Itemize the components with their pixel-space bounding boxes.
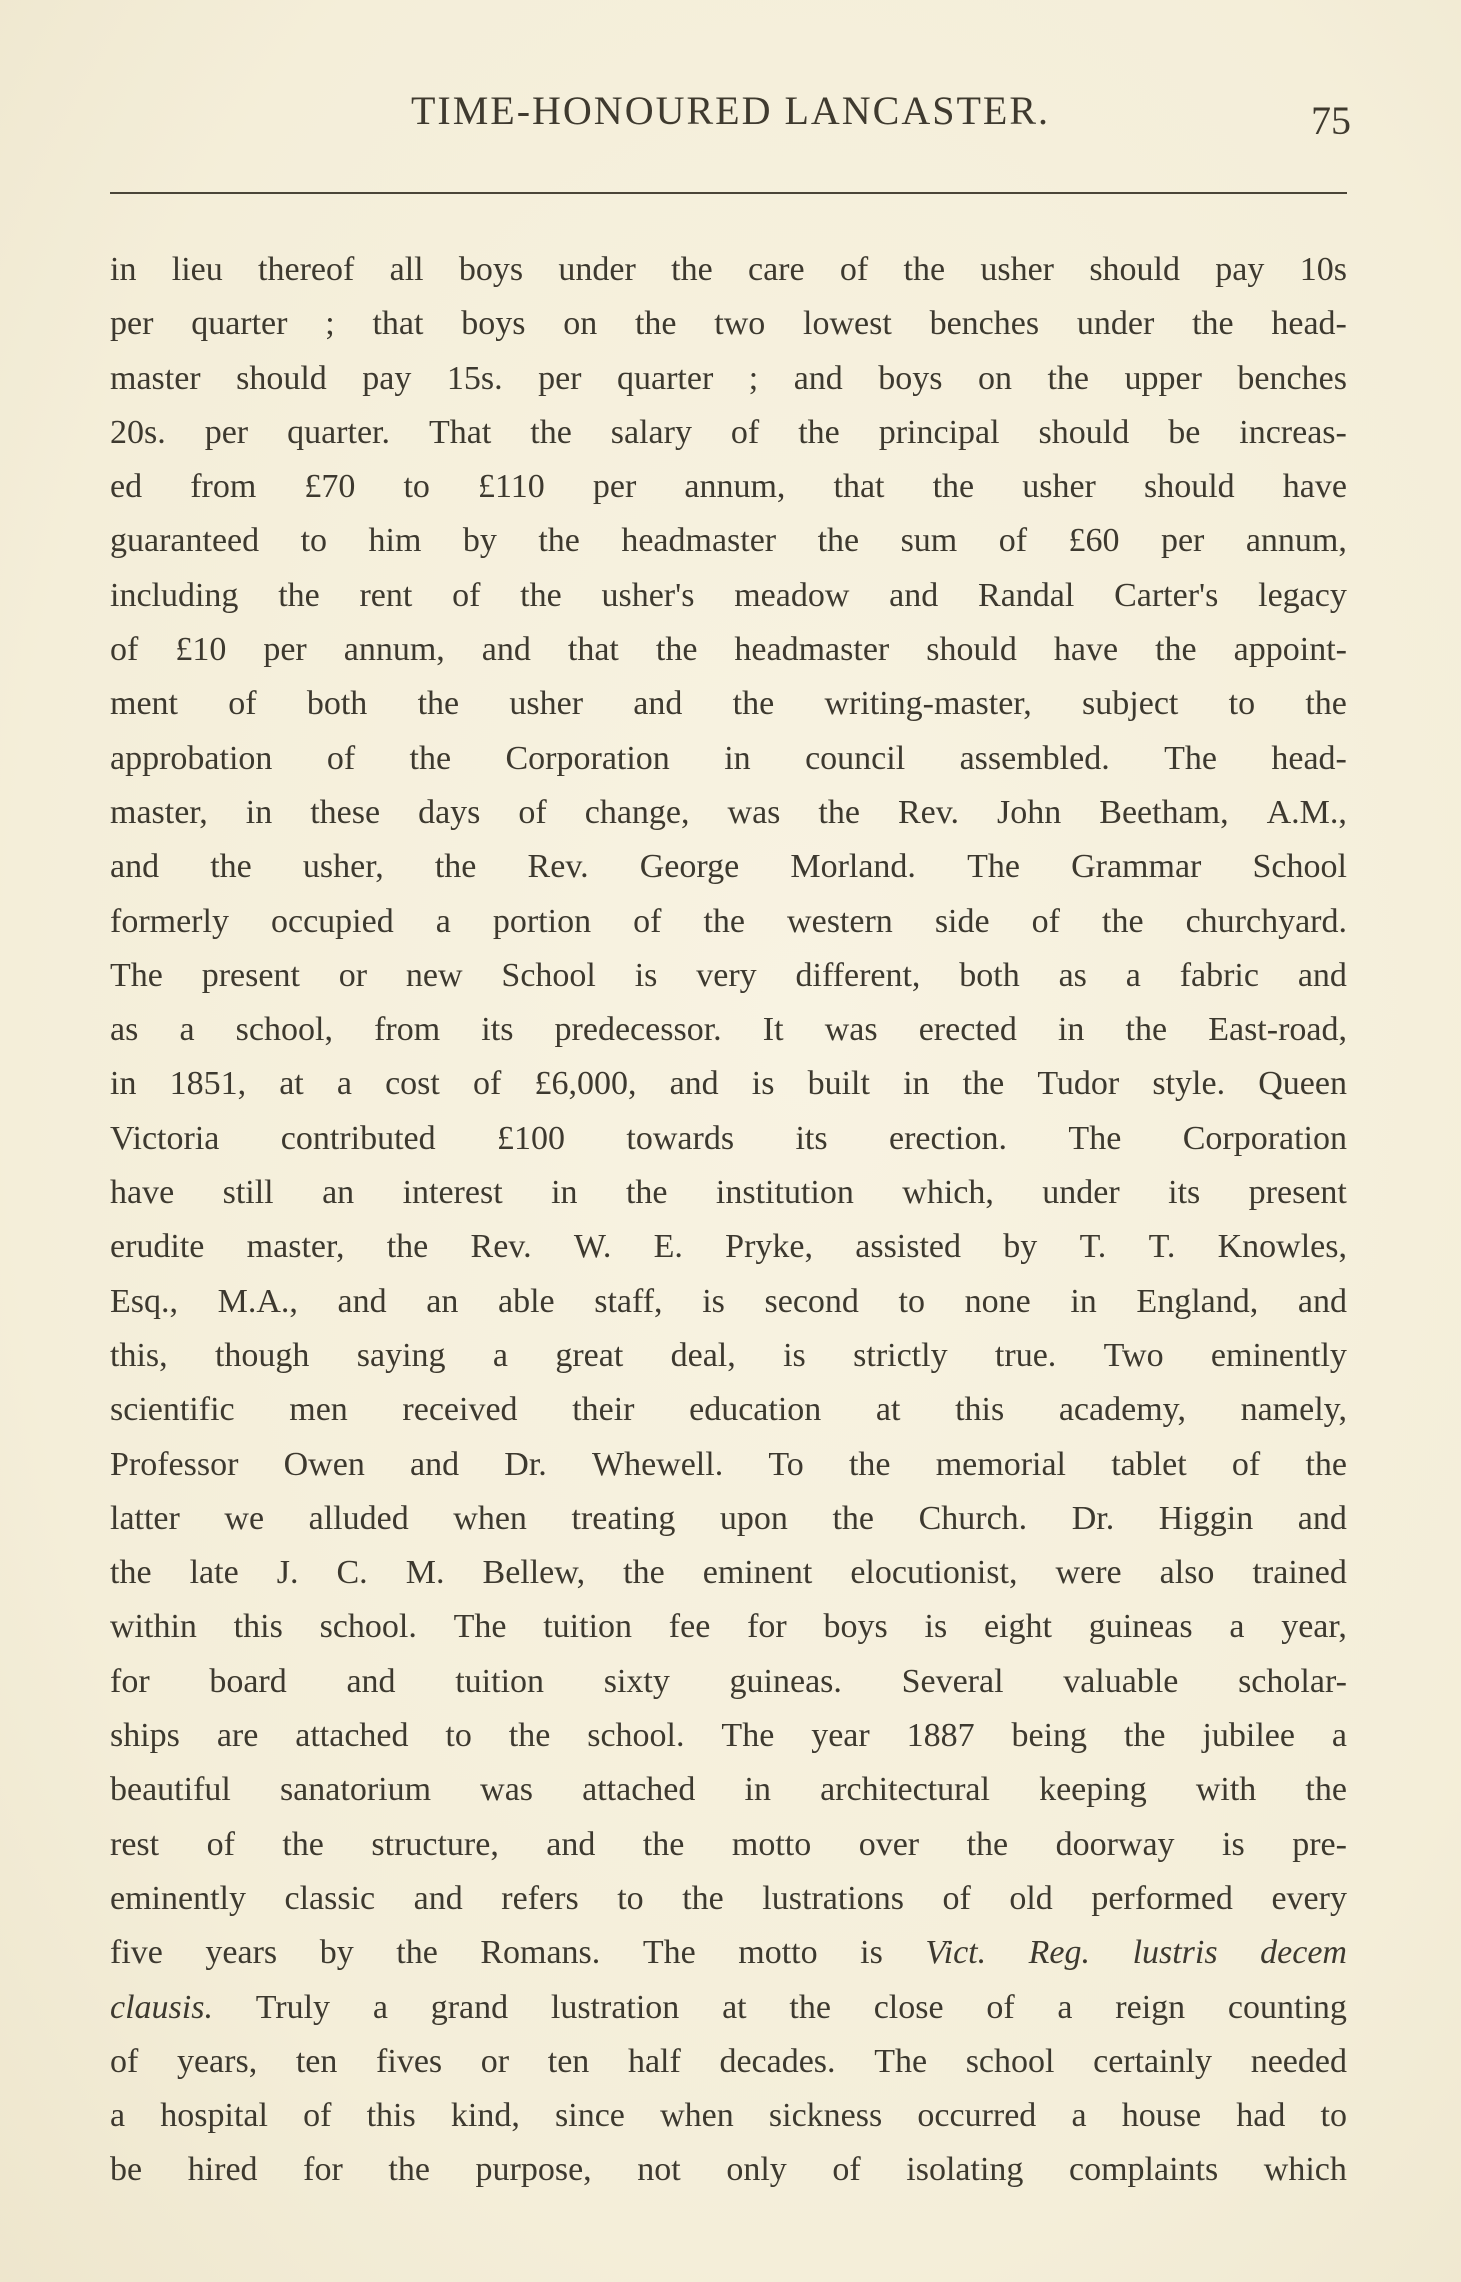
page-number: 75 xyxy=(1311,98,1351,143)
text-line: Esq., M.A., and an able staff, is second to none in England, and xyxy=(110,1282,1347,1320)
text-line: 20s. per quarter. That the salary of the principal should be increas- xyxy=(110,413,1347,451)
text-line: the late J. C. M. Bellew, the eminent elocutionist, were also trained xyxy=(110,1554,1347,1592)
text-line: have still an interest in the institution which, under its present xyxy=(110,1174,1347,1212)
running-head xyxy=(110,86,1351,143)
text-line: master, in these days of change, was the Rev. John Beetham, A.M., xyxy=(110,793,1347,831)
text-line: beautiful sanatorium was attached in architectural keeping with the xyxy=(110,1771,1347,1809)
text-line: be hired for the purpose, not only of isolating complaints which xyxy=(110,2151,1347,2189)
text-line: clausis. Truly a grand lustration at the close of a reign counting xyxy=(110,1988,1347,2026)
text-line: ships are attached to the school. The year 1887 being the jubilee a xyxy=(110,1717,1347,1755)
text-line: for board and tuition sixty guineas. Several valuable scholar- xyxy=(110,1662,1347,1700)
body-text xyxy=(110,243,1347,2198)
text-line: rest of the structure, and the motto over the doorway is pre- xyxy=(110,1825,1347,1863)
text-line: eminently classic and refers to the lustrations of old performed every xyxy=(110,1879,1347,1917)
text-line: approbation of the Corporation in council assembled. The head- xyxy=(110,739,1347,777)
text-line: in 1851, at a cost of £6,000, and is built in the Tudor style. Queen xyxy=(110,1065,1347,1103)
text-line: in lieu thereof all boys under the care of the usher should pay 10s xyxy=(110,251,1347,288)
text-line: The present or new School is very different, both as a fabric and xyxy=(110,956,1347,994)
text-line: master should pay 15s. per quarter ; and boys on the upper benches xyxy=(110,359,1347,397)
text-line: Professor Owen and Dr. Whewell. To the memorial tablet of the xyxy=(110,1445,1347,1483)
text-line: and the usher, the Rev. George Morland. The Grammar School xyxy=(110,848,1347,886)
text-line: five years by the Romans. The motto is Vict. Reg. lustris decem xyxy=(110,1934,1347,1972)
text-line: ed from £70 to £110 per annum, that the usher should have xyxy=(110,468,1347,506)
text-line: of £10 per annum, and that the headmaster should have the appoint- xyxy=(110,631,1347,669)
text-line: ment of both the usher and the writing-master, subject to the xyxy=(110,685,1347,723)
text-line: per quarter ; that boys on the two lowest benches under the head- xyxy=(110,305,1347,343)
text-line: latter we alluded when treating upon the Church. Dr. Higgin and xyxy=(110,1499,1347,1537)
text-line: a hospital of this kind, since when sickness occurred a house had to xyxy=(110,2097,1347,2135)
text-line: Victoria contributed £100 towards its erection. The Corporation xyxy=(110,1119,1347,1157)
text-line: including the rent of the usher's meadow and Randal Carter's legacy xyxy=(110,576,1347,614)
text-line: within this school. The tuition fee for boys is eight guineas a year, xyxy=(110,1608,1347,1646)
text-line: guaranteed to him by the headmaster the sum of £60 per annum, xyxy=(110,522,1347,560)
text-line: of years, ten fives or ten half decades. The school certainly needed xyxy=(110,2042,1347,2080)
running-title: TIME-HONOURED LANCASTER. xyxy=(410,88,1051,133)
text-line: formerly occupied a portion of the western side of the churchyard. xyxy=(110,902,1347,940)
text-line: as a school, from its predecessor. It was erected in the East-road, xyxy=(110,1011,1347,1049)
text-line: scientific men received their education at this academy, namely, xyxy=(110,1391,1347,1429)
text-line: this, though saying a great deal, is strictly true. Two eminently xyxy=(110,1336,1347,1374)
header-rule xyxy=(110,192,1347,194)
text-line: erudite master, the Rev. W. E. Pryke, assisted by T. T. Knowles, xyxy=(110,1228,1347,1266)
